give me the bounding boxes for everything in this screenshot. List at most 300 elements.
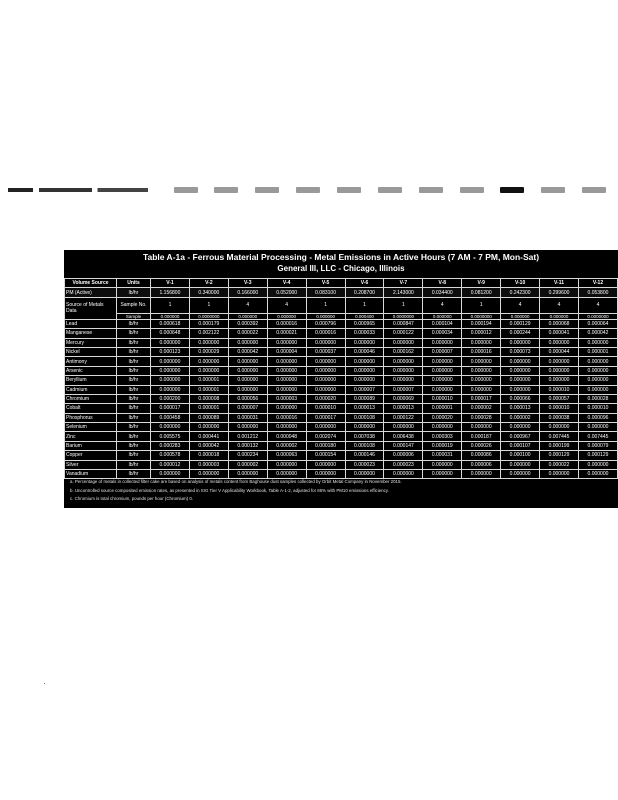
pm-cell: 0.242300 [501, 288, 540, 297]
metal-row [65, 376, 618, 385]
metal-value-cell: 0.000000 [578, 470, 617, 479]
metal-value-cell: 0.000000 [189, 338, 228, 347]
metal-row [65, 451, 618, 460]
metal-value-cell: 0.000000 [540, 366, 579, 375]
sample-sub-cell: 0.000000 [540, 313, 579, 319]
metal-value-cell: 0.000004 [267, 347, 306, 356]
metal-value-cell: 0.000000 [423, 366, 462, 375]
pm-cell: 1.156800 [151, 288, 190, 297]
metal-value-cell: 0.000022 [540, 460, 579, 469]
scan-block [419, 187, 443, 193]
metal-value-cell: 0.000000 [151, 366, 190, 375]
metal-units: lb/hr [117, 423, 151, 432]
metal-value-cell: 0.000003 [189, 460, 228, 469]
metal-value-cell: 0.000013 [345, 404, 384, 413]
metal-value-cell: 0.000006 [462, 460, 501, 469]
metal-value-cell: 0.000000 [345, 366, 384, 375]
metal-value-cell: 0.000002 [501, 413, 540, 422]
sample-no-cell: 1 [306, 297, 345, 313]
pm-row [65, 288, 618, 297]
metal-value-cell: 0.000023 [345, 460, 384, 469]
sample-sub-cell: 0.000000 [267, 313, 306, 319]
metal-name: Cobalt [65, 404, 117, 413]
metal-value-cell: 0.000089 [345, 394, 384, 403]
metal-name: Chromium [65, 394, 117, 403]
metal-value-cell: 0.000073 [501, 347, 540, 356]
header-source-cell: V-10 [501, 279, 540, 288]
metal-value-cell: 0.000132 [228, 441, 267, 450]
metal-value-cell: 0.000001 [189, 404, 228, 413]
sample-no-cell: 1 [189, 297, 228, 313]
pm-cell: 0.340000 [189, 288, 228, 297]
header-source-cell: V-4 [267, 279, 306, 288]
metal-units: lb/hr [117, 366, 151, 375]
metal-value-cell: 0.001212 [228, 432, 267, 441]
scan-block [296, 187, 320, 193]
table-subtitle: General III, LLC - Chicago, Illinois [277, 264, 405, 273]
metal-value-cell: 0.000000 [306, 460, 345, 469]
metal-value-cell: 0.000000 [423, 460, 462, 469]
metal-value-cell: 0.000079 [578, 441, 617, 450]
metal-value-cell: 0.000392 [228, 319, 267, 328]
metal-value-cell: 0.000000 [306, 376, 345, 385]
pm-units: lb/hr [117, 288, 151, 297]
scan-block [214, 187, 238, 193]
metal-value-cell: 0.007038 [345, 432, 384, 441]
sample-no-cell: 1 [462, 297, 501, 313]
metal-value-cell: 0.000048 [267, 432, 306, 441]
scan-line-artifact [8, 188, 148, 192]
header-source-cell: V-8 [423, 279, 462, 288]
metal-value-cell: 0.000000 [501, 423, 540, 432]
metal-value-cell: 0.000000 [384, 470, 423, 479]
metal-value-cell: 0.000017 [151, 404, 190, 413]
pm-cell: 0.208700 [345, 288, 384, 297]
metal-value-cell: 0.000194 [462, 319, 501, 328]
metal-name: Silver [65, 460, 117, 469]
metal-row [65, 366, 618, 375]
metal-value-cell: 0.000000 [306, 366, 345, 375]
sample-no-cell: 4 [267, 297, 306, 313]
metal-value-cell: 0.000000 [267, 338, 306, 347]
metal-value-cell: 0.000000 [540, 423, 579, 432]
metal-value-cell: 0.000023 [384, 460, 423, 469]
metal-value-cell: 0.000013 [501, 404, 540, 413]
metal-value-cell: 0.000000 [423, 385, 462, 394]
metal-value-cell: 0.000000 [189, 357, 228, 366]
sample-number-row [65, 297, 618, 313]
metal-value-cell: 0.000029 [189, 347, 228, 356]
metal-value-cell: 0.000028 [462, 413, 501, 422]
metal-row [65, 404, 618, 413]
metal-value-cell: 0.000012 [462, 329, 501, 338]
sample-no-cell: 4 [228, 297, 267, 313]
metal-value-cell: 0.000648 [151, 329, 190, 338]
metal-value-cell: 0.000000 [501, 357, 540, 366]
metal-value-cell: 0.000017 [306, 413, 345, 422]
metal-units: lb/hr [117, 432, 151, 441]
metal-value-cell: 0.000064 [578, 319, 617, 328]
metal-value-cell: 0.000016 [267, 413, 306, 422]
metal-value-cell: 0.000007 [384, 385, 423, 394]
header-source-cell: V-11 [540, 279, 579, 288]
metal-value-cell: 0.000042 [189, 441, 228, 450]
sample-sub-cell: 0.0000000 [578, 313, 617, 319]
metal-row [65, 385, 618, 394]
metal-value-cell: 0.000001 [189, 376, 228, 385]
header-row [65, 279, 618, 288]
metal-value-cell: 0.000000 [501, 470, 540, 479]
metal-value-cell: 0.007445 [540, 432, 579, 441]
metal-value-cell: 0.000000 [189, 366, 228, 375]
metal-row [65, 347, 618, 356]
metal-value-cell: 0.000007 [345, 385, 384, 394]
metal-value-cell: 0.000013 [384, 404, 423, 413]
metal-value-cell: 0.000000 [306, 423, 345, 432]
metal-value-cell: 0.000000 [462, 385, 501, 394]
metal-name: Manganese [65, 329, 117, 338]
metal-units: lb/hr [117, 451, 151, 460]
table-title: Table A-1a - Ferrous Material Processing - Metal Emissions in Active Hours (7 AM - 7 PM, Mon-Sat) [142, 252, 540, 262]
metal-value-cell: 0.000618 [151, 319, 190, 328]
sample-no-cell: 4 [423, 297, 462, 313]
sample-sub-cell: 0.000400 [345, 313, 384, 319]
header-source-cell: V-9 [462, 279, 501, 288]
metal-value-cell: 0.000122 [384, 329, 423, 338]
metal-value-cell: 0.000010 [306, 404, 345, 413]
metal-value-cell: 0.000578 [151, 451, 190, 460]
metal-value-cell: 0.000022 [228, 329, 267, 338]
metal-value-cell: 0.000010 [540, 404, 579, 413]
metal-value-cell: 0.000129 [501, 319, 540, 328]
metal-value-cell: 0.000056 [228, 394, 267, 403]
metal-value-cell: 0.000199 [540, 441, 579, 450]
metal-value-cell: 0.000000 [189, 423, 228, 432]
metal-value-cell: 0.000000 [267, 357, 306, 366]
metal-value-cell: 0.000000 [578, 357, 617, 366]
metal-value-cell: 0.000010 [578, 404, 617, 413]
metal-value-cell: 0.000037 [306, 347, 345, 356]
footnote: b. Uncontrolled source composited emission rates, as presented in SIG Tier V Applicability Workbook, Table A-1-2, adjusted for 85% with PM10 emissions efficiency. [70, 487, 389, 493]
metal-value-cell: 0.000000 [384, 366, 423, 375]
header-source-cell: V-7 [384, 279, 423, 288]
metal-row [65, 413, 618, 422]
metal-value-cell: 0.000008 [189, 394, 228, 403]
metal-value-cell: 0.000000 [578, 376, 617, 385]
metal-value-cell: 0.000086 [462, 451, 501, 460]
metal-name: Lead [65, 319, 117, 328]
metal-value-cell: 0.000031 [228, 413, 267, 422]
sample-no-cell: 1 [345, 297, 384, 313]
emissions-table-panel [64, 250, 618, 508]
metal-value-cell: 0.000000 [345, 376, 384, 385]
scan-artifact-strip [0, 180, 618, 200]
header-volume-source: Volume Source [65, 279, 117, 288]
metal-value-cell: 0.000000 [501, 338, 540, 347]
metal-value-cell: 0.000146 [345, 451, 384, 460]
metal-row [65, 319, 618, 328]
metal-value-cell: 0.000129 [578, 451, 617, 460]
metal-value-cell: 0.000000 [151, 385, 190, 394]
metal-value-cell: 0.000108 [345, 413, 384, 422]
metal-value-cell: 0.000000 [151, 357, 190, 366]
header-source-cell: V-3 [228, 279, 267, 288]
sample-no-cell: 1 [384, 297, 423, 313]
metal-value-cell: 0.000000 [151, 376, 190, 385]
metal-units: lb/hr [117, 460, 151, 469]
metal-units: lb/hr [117, 319, 151, 328]
pm-cell: 0.083100 [306, 288, 345, 297]
metal-units: lb/hr [117, 385, 151, 394]
metal-value-cell: 0.000038 [540, 413, 579, 422]
metal-value-cell: 0.000000 [462, 376, 501, 385]
metal-value-cell: 0.000069 [384, 394, 423, 403]
scan-block [500, 187, 524, 193]
metal-value-cell: 0.000000 [228, 376, 267, 385]
metal-name: Mercury [65, 338, 117, 347]
metal-value-cell: 0.000000 [501, 376, 540, 385]
footnote: a. Percentage of metals in collected filter cake are based on analysis of metals content from Baghouse dust samples collected by Orbit Metal Company in November 2015. [70, 479, 402, 484]
metal-value-cell: 0.000107 [501, 441, 540, 450]
metal-value-cell: 0.000042 [578, 329, 617, 338]
metal-value-cell: 0.000283 [151, 441, 190, 450]
metal-units: lb/hr [117, 376, 151, 385]
pm-cell: 0.299600 [540, 288, 579, 297]
sample-sub-label: Sample [117, 313, 151, 319]
metal-value-cell: 0.000026 [462, 441, 501, 450]
metal-value-cell: 0.000123 [151, 347, 190, 356]
metal-value-cell: 0.000002 [267, 441, 306, 450]
metal-value-cell: 0.000000 [423, 376, 462, 385]
metal-value-cell: 0.000129 [540, 451, 579, 460]
sample-no-cell: 1 [151, 297, 190, 313]
metal-value-cell: 0.000000 [462, 338, 501, 347]
metal-value-cell: 0.000108 [345, 441, 384, 450]
header-source-cell: V-12 [578, 279, 617, 288]
metal-units: lb/hr [117, 347, 151, 356]
metal-value-cell: 0.000000 [462, 366, 501, 375]
pm-cell: 2.143000 [384, 288, 423, 297]
metal-value-cell: 0.000012 [151, 460, 190, 469]
metal-value-cell: 0.000017 [462, 394, 501, 403]
metal-value-cell: 0.000154 [306, 451, 345, 460]
metal-value-cell: 0.000000 [151, 470, 190, 479]
metal-value-cell: 0.000147 [384, 441, 423, 450]
sample-sub-cell: 0.000000 [423, 313, 462, 319]
metal-name: Cadmium [65, 385, 117, 394]
metal-value-cell: 0.000000 [151, 338, 190, 347]
metal-units: lb/hr [117, 441, 151, 450]
metal-value-cell: 0.002122 [189, 329, 228, 338]
source-of-metals-label: Source of Metals Data [65, 297, 117, 319]
metal-value-cell: 0.000000 [151, 423, 190, 432]
metal-value-cell: 0.000000 [228, 357, 267, 366]
metal-value-cell: 0.000000 [501, 366, 540, 375]
metal-value-cell: 0.000019 [423, 441, 462, 450]
metal-value-cell: 0.007445 [578, 432, 617, 441]
metal-value-cell: 0.000000 [423, 357, 462, 366]
scan-block [582, 187, 606, 193]
metal-value-cell: 0.000000 [578, 423, 617, 432]
metal-value-cell: 0.000180 [306, 441, 345, 450]
metal-value-cell: 0.000000 [267, 470, 306, 479]
metal-value-cell: 0.000000 [423, 338, 462, 347]
metal-value-cell: 0.000000 [228, 385, 267, 394]
sample-sub-cell: 0.0000000 [189, 313, 228, 319]
metal-value-cell: 0.000303 [423, 432, 462, 441]
metal-units: lb/hr [117, 413, 151, 422]
metal-value-cell: 0.000000 [578, 460, 617, 469]
header-source-cell: V-5 [306, 279, 345, 288]
metal-value-cell: 0.000000 [384, 357, 423, 366]
sample-no-cell: 4 [540, 297, 579, 313]
metal-value-cell: 0.000234 [228, 451, 267, 460]
metal-value-cell: 0.005575 [151, 432, 190, 441]
pm-label: PM (Active) [65, 288, 117, 297]
metal-value-cell: 0.000000 [501, 385, 540, 394]
pm-cell: 0.034400 [423, 288, 462, 297]
header-units: Units [117, 279, 151, 288]
metal-name: Selenium [65, 423, 117, 432]
metal-value-cell: 0.000000 [228, 470, 267, 479]
metal-value-cell: 0.000007 [228, 404, 267, 413]
metal-value-cell: 0.000000 [267, 376, 306, 385]
metal-value-cell: 0.000200 [151, 394, 190, 403]
metal-value-cell: 0.000031 [423, 451, 462, 460]
sample-no-label: Sample No. [117, 297, 151, 313]
metal-value-cell: 0.000000 [306, 470, 345, 479]
metal-value-cell: 0.000096 [578, 413, 617, 422]
scan-block [337, 187, 361, 193]
sample-sub-cell: 0.000000 [306, 313, 345, 319]
metal-value-cell: 0.000000 [345, 357, 384, 366]
pm-cell: 0.052000 [267, 288, 306, 297]
metal-value-cell: 0.000000 [267, 404, 306, 413]
metal-name: Barium [65, 441, 117, 450]
metal-row [65, 460, 618, 469]
metal-value-cell: 0.000063 [267, 451, 306, 460]
metal-row [65, 394, 618, 403]
sample-sub-cell: 0.0000000 [384, 313, 423, 319]
metal-value-cell: 0.000000 [306, 338, 345, 347]
sample-sub-cell: 0.000000 [151, 313, 190, 319]
metal-value-cell: 0.000000 [578, 338, 617, 347]
metal-row [65, 441, 618, 450]
sample-no-cell: 4 [501, 297, 540, 313]
footnote: c. Chromium is total chromium, pounds per hour (Chromium) 0. [70, 496, 193, 502]
header-source-cell: V-1 [151, 279, 190, 288]
metal-value-cell: 0.000010 [423, 394, 462, 403]
pm-cell: 0.053800 [578, 288, 617, 297]
metal-value-cell: 0.000000 [345, 338, 384, 347]
metal-value-cell: 0.000000 [462, 357, 501, 366]
metal-value-cell: 0.000042 [228, 347, 267, 356]
scan-block [460, 187, 484, 193]
metal-value-cell: 0.000000 [267, 366, 306, 375]
metal-name: Vanadium [65, 470, 117, 479]
metal-value-cell: 0.000441 [189, 432, 228, 441]
header-source-cell: V-2 [189, 279, 228, 288]
metal-value-cell: 0.000044 [540, 347, 579, 356]
metal-row [65, 423, 618, 432]
metal-value-cell: 0.000000 [540, 376, 579, 385]
metal-value-cell: 0.000006 [384, 451, 423, 460]
metal-name: Beryllium [65, 376, 117, 385]
metal-value-cell: 0.000122 [384, 413, 423, 422]
metal-value-cell: 0.000034 [423, 329, 462, 338]
metal-value-cell: 0.000000 [345, 423, 384, 432]
metal-value-cell: 0.000057 [540, 394, 579, 403]
metal-name: Copper [65, 451, 117, 460]
emissions-table [64, 278, 618, 479]
metal-value-cell: 0.000001 [578, 347, 617, 356]
metal-value-cell: 0.000041 [540, 329, 579, 338]
pm-cell: 0.081200 [462, 288, 501, 297]
metal-value-cell: 0.000000 [189, 470, 228, 479]
metal-name: Phosphorus [65, 413, 117, 422]
metal-value-cell: 0.000016 [306, 329, 345, 338]
metal-value-cell: 0.000796 [306, 319, 345, 328]
metal-value-cell: 0.000000 [540, 338, 579, 347]
metal-value-cell: 0.000000 [267, 423, 306, 432]
metal-value-cell: 0.000020 [306, 394, 345, 403]
metal-value-cell: 0.000000 [423, 470, 462, 479]
metal-value-cell: 0.000002 [228, 460, 267, 469]
metal-value-cell: 0.000244 [501, 329, 540, 338]
metal-value-cell: 0.000046 [345, 347, 384, 356]
metal-value-cell: 0.000001 [423, 404, 462, 413]
sample-sub-cell: 0.0000000 [462, 313, 501, 319]
metal-value-cell: 0.000162 [384, 347, 423, 356]
scan-block [255, 187, 279, 193]
metal-name: Zinc [65, 432, 117, 441]
metal-value-cell: 0.000000 [228, 366, 267, 375]
pm-cell: 0.166000 [228, 288, 267, 297]
metal-value-cell: 0.000000 [462, 423, 501, 432]
metal-value-cell: 0.000000 [540, 470, 579, 479]
metal-value-cell: 0.000016 [267, 319, 306, 328]
metal-value-cell: 0.000847 [384, 319, 423, 328]
metal-row [65, 432, 618, 441]
metal-value-cell: 0.000003 [267, 394, 306, 403]
metal-value-cell: 0.000187 [462, 432, 501, 441]
metal-name: Nickel [65, 347, 117, 356]
metal-value-cell: 0.000002 [462, 404, 501, 413]
metal-units: lb/hr [117, 470, 151, 479]
metal-value-cell: 0.000000 [384, 423, 423, 432]
metal-value-cell: 0.000000 [384, 338, 423, 347]
metal-value-cell: 0.000000 [267, 385, 306, 394]
metal-units: lb/hr [117, 357, 151, 366]
metal-value-cell: 0.000010 [540, 385, 579, 394]
metal-value-cell: 0.000000 [578, 366, 617, 375]
metal-value-cell: 0.000179 [189, 319, 228, 328]
metal-value-cell: 0.000000 [423, 423, 462, 432]
metal-value-cell: 0.000000 [306, 357, 345, 366]
table-footnotes [70, 478, 615, 504]
metal-value-cell: 0.000000 [540, 357, 579, 366]
metal-row [65, 357, 618, 366]
metal-value-cell: 0.000000 [578, 385, 617, 394]
scan-speck [44, 683, 45, 684]
metal-row [65, 338, 618, 347]
metal-row [65, 329, 618, 338]
metal-value-cell: 0.000967 [501, 432, 540, 441]
metal-value-cell: 0.000000 [462, 470, 501, 479]
metal-value-cell: 0.000000 [345, 470, 384, 479]
metal-value-cell: 0.002074 [306, 432, 345, 441]
metal-name: Antimony [65, 357, 117, 366]
